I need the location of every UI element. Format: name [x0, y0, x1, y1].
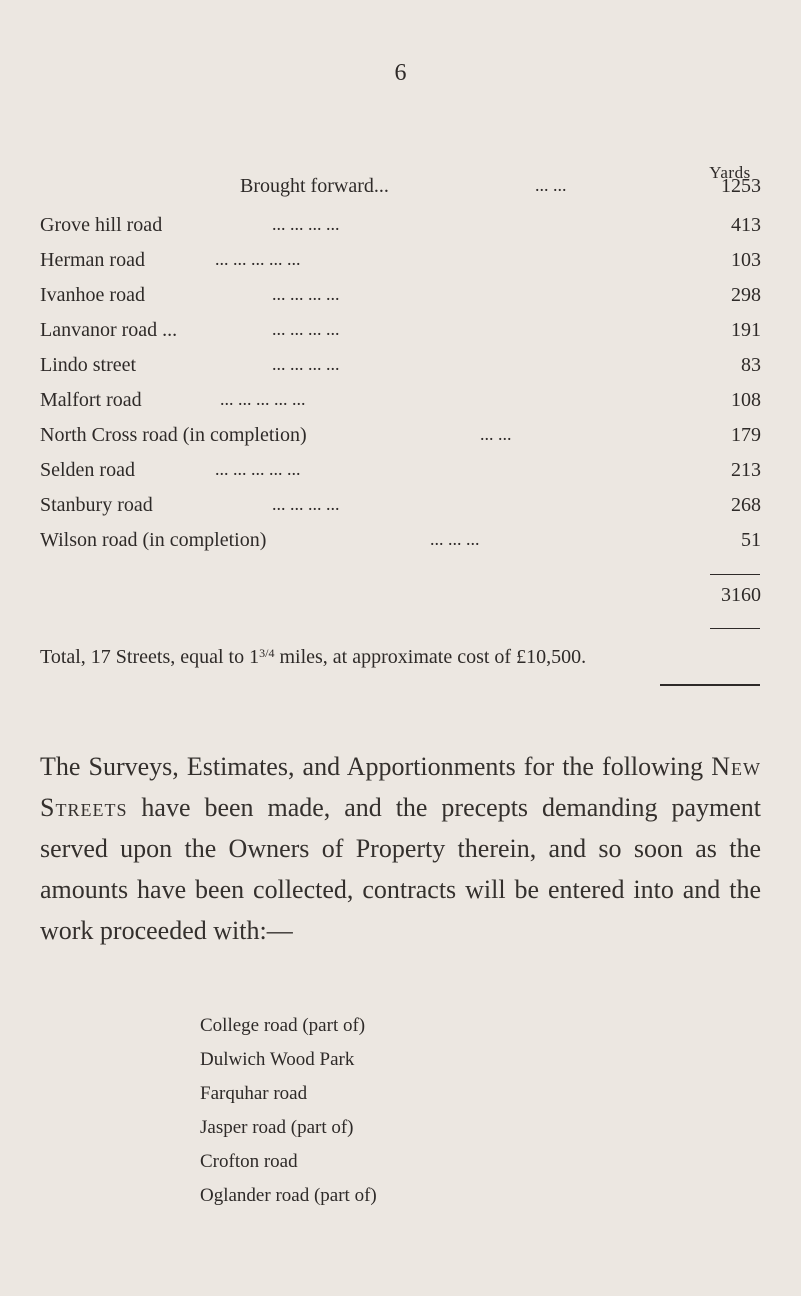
total-summary-prefix: Total, 17 Streets, equal to 1: [40, 646, 260, 668]
street-name: Malfort road: [40, 389, 142, 411]
leader-dots: ... ... ... ...: [272, 494, 340, 514]
street-yards: 268: [731, 494, 761, 516]
leader-dots: ... ... ... ...: [272, 214, 340, 234]
leader-dots: ... ... ... ...: [272, 354, 340, 374]
table-row: [40, 354, 761, 384]
pending-streets-list: [200, 1009, 377, 1213]
yards-column-header: Yards: [709, 163, 751, 182]
list-item: Jasper road (part of): [200, 1117, 354, 1138]
list-item: Crofton road: [200, 1151, 298, 1172]
street-name: Selden road: [40, 459, 135, 481]
brought-forward-label: Brought forward...: [240, 175, 389, 197]
sum-rule-bottom: [710, 628, 760, 629]
leader-dots: ... ...: [480, 424, 512, 444]
street-name: Wilson road (in completion): [40, 529, 267, 551]
list-item: College road (part of): [200, 1015, 366, 1036]
leader-dots: ... ...: [535, 175, 567, 195]
list-item: Farquhar road: [200, 1083, 308, 1104]
street-name: Grove hill road: [40, 214, 163, 236]
sum-rule-top: [710, 574, 760, 575]
leader-dots: ... ... ... ...: [272, 319, 340, 339]
street-yards: 179: [731, 424, 761, 446]
street-yards: 51: [741, 529, 761, 551]
street-yards: 108: [731, 389, 761, 411]
brought-forward-value: 1253: [721, 175, 761, 197]
body-paragraph: [40, 746, 761, 951]
street-yards: 298: [731, 284, 761, 306]
table-row: [40, 389, 761, 419]
list-item: Dulwich Wood Park: [200, 1049, 355, 1070]
street-name: Lindo street: [40, 354, 137, 376]
section-divider: [660, 684, 760, 686]
street-name: Stanbury road: [40, 494, 153, 516]
table-row: [40, 284, 761, 314]
leader-dots: ... ... ... ...: [272, 284, 340, 304]
table-row: [40, 494, 761, 524]
table-row: [40, 214, 761, 244]
street-name: Ivanhoe road: [40, 284, 145, 306]
leader-dots: ... ... ... ... ...: [215, 459, 301, 479]
table-row: [40, 459, 761, 489]
street-name: Herman road: [40, 249, 145, 271]
fraction-three-quarters: 3/4: [259, 646, 275, 660]
list-item: Oglander road (part of): [200, 1185, 377, 1206]
street-yards: 83: [741, 354, 761, 376]
street-name: Lanvanor road ...: [40, 319, 178, 341]
total-yards-value: 3160: [721, 584, 761, 606]
street-yards: 191: [731, 319, 761, 341]
street-yards: 413: [731, 214, 761, 236]
street-name: North Cross road (in completion): [40, 424, 307, 446]
street-yards: 213: [731, 459, 761, 481]
table-row: [40, 249, 761, 279]
leader-dots: ... ... ...: [430, 529, 480, 549]
paragraph-text-start: The Surveys, Estimates, and Apportionments for the following: [40, 752, 712, 781]
total-summary-line: [40, 646, 761, 669]
table-row: [40, 529, 761, 559]
total-yards-row: [40, 584, 761, 614]
leader-dots: ... ... ... ... ...: [220, 389, 306, 409]
table-row: [40, 319, 761, 349]
street-yards: 103: [731, 249, 761, 271]
brought-forward-row: [40, 175, 761, 205]
leader-dots: ... ... ... ... ...: [215, 249, 301, 269]
table-row: [40, 424, 761, 454]
new-streets-heading-text: New Streets: [40, 752, 761, 822]
total-summary-suffix: miles, at approximate cost of £10,500.: [274, 646, 587, 668]
paragraph-text-end: have been made, and the precepts demanding payment served upon the Owners of Property therein, and so soon as the amounts have been collected, contracts will be entered into and the work proceeded with:—: [40, 793, 761, 945]
page-number: 6: [394, 60, 407, 86]
